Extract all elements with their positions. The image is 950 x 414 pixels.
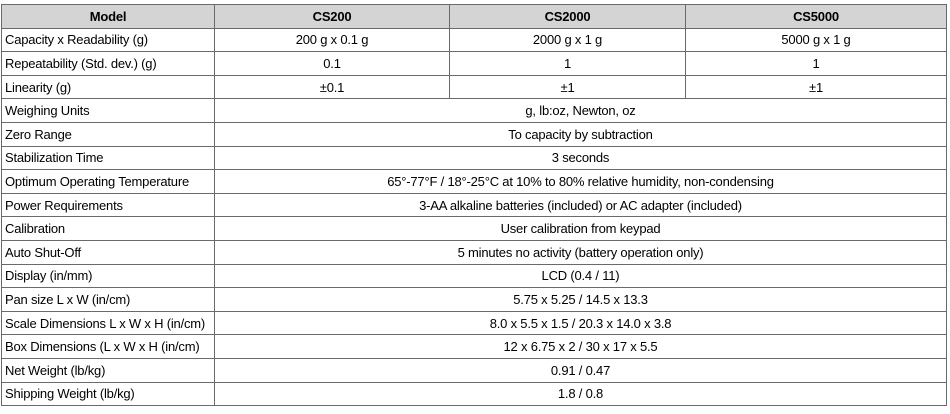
table-row bbox=[2, 146, 947, 170]
cell-cs200: 0.1 bbox=[215, 52, 450, 76]
row-label: Display (in/mm) bbox=[2, 264, 215, 288]
cell-cs5000: ±1 bbox=[686, 75, 947, 99]
row-label: Pan size L x W (in/cm) bbox=[2, 288, 215, 312]
table-row bbox=[2, 335, 947, 359]
table-row bbox=[2, 358, 947, 382]
table-row bbox=[2, 28, 947, 52]
row-label: Shipping Weight (lb/kg) bbox=[2, 382, 215, 406]
cell-all-models: LCD (0.4 / 11) bbox=[215, 264, 947, 288]
row-label: Weighing Units bbox=[2, 99, 215, 123]
row-label: Stabilization Time bbox=[2, 146, 215, 170]
header-row bbox=[2, 5, 947, 29]
table-row bbox=[2, 170, 947, 194]
cell-all-models: 0.91 / 0.47 bbox=[215, 358, 947, 382]
table-row bbox=[2, 193, 947, 217]
cell-all-models: 12 x 6.75 x 2 / 30 x 17 x 5.5 bbox=[215, 335, 947, 359]
table-body bbox=[2, 28, 947, 406]
row-label: Net Weight (lb/kg) bbox=[2, 358, 215, 382]
table-row bbox=[2, 382, 947, 406]
row-label: Zero Range bbox=[2, 122, 215, 146]
cell-all-models: User calibration from keypad bbox=[215, 217, 947, 241]
cell-all-models: 65°-77°F / 18°-25°C at 10% to 80% relative humidity, non-condensing bbox=[215, 170, 947, 194]
specifications-table bbox=[1, 4, 947, 406]
cell-all-models: 3 seconds bbox=[215, 146, 947, 170]
header-cs5000: CS5000 bbox=[686, 5, 947, 29]
table-row bbox=[2, 240, 947, 264]
table-row bbox=[2, 99, 947, 123]
cell-all-models: To capacity by subtraction bbox=[215, 122, 947, 146]
cell-cs2000: 1 bbox=[450, 52, 686, 76]
row-label: Capacity x Readability (g) bbox=[2, 28, 215, 52]
row-label: Calibration bbox=[2, 217, 215, 241]
table-row bbox=[2, 264, 947, 288]
table-row bbox=[2, 122, 947, 146]
cell-all-models: 3-AA alkaline batteries (included) or AC adapter (included) bbox=[215, 193, 947, 217]
table-row bbox=[2, 288, 947, 312]
cell-cs200: 200 g x 0.1 g bbox=[215, 28, 450, 52]
table-row bbox=[2, 52, 947, 76]
cell-all-models: 8.0 x 5.5 x 1.5 / 20.3 x 14.0 x 3.8 bbox=[215, 311, 947, 335]
table-row bbox=[2, 311, 947, 335]
cell-cs2000: ±1 bbox=[450, 75, 686, 99]
row-label: Optimum Operating Temperature bbox=[2, 170, 215, 194]
row-label: Box Dimensions (L x W x H (in/cm) bbox=[2, 335, 215, 359]
row-label: Repeatability (Std. dev.) (g) bbox=[2, 52, 215, 76]
cell-cs5000: 5000 g x 1 g bbox=[686, 28, 947, 52]
table-row bbox=[2, 75, 947, 99]
cell-cs5000: 1 bbox=[686, 52, 947, 76]
row-label: Linearity (g) bbox=[2, 75, 215, 99]
cell-cs200: ±0.1 bbox=[215, 75, 450, 99]
cell-all-models: 5.75 x 5.25 / 14.5 x 13.3 bbox=[215, 288, 947, 312]
cell-all-models: 1.8 / 0.8 bbox=[215, 382, 947, 406]
header-cs200: CS200 bbox=[215, 5, 450, 29]
cell-cs2000: 2000 g x 1 g bbox=[450, 28, 686, 52]
header-cs2000: CS2000 bbox=[450, 5, 686, 29]
table-row bbox=[2, 217, 947, 241]
cell-all-models: 5 minutes no activity (battery operation only) bbox=[215, 240, 947, 264]
row-label: Scale Dimensions L x W x H (in/cm) bbox=[2, 311, 215, 335]
row-label: Auto Shut-Off bbox=[2, 240, 215, 264]
table-header bbox=[2, 5, 947, 29]
row-label: Power Requirements bbox=[2, 193, 215, 217]
cell-all-models: g, lb:oz, Newton, oz bbox=[215, 99, 947, 123]
header-model: Model bbox=[2, 5, 215, 29]
